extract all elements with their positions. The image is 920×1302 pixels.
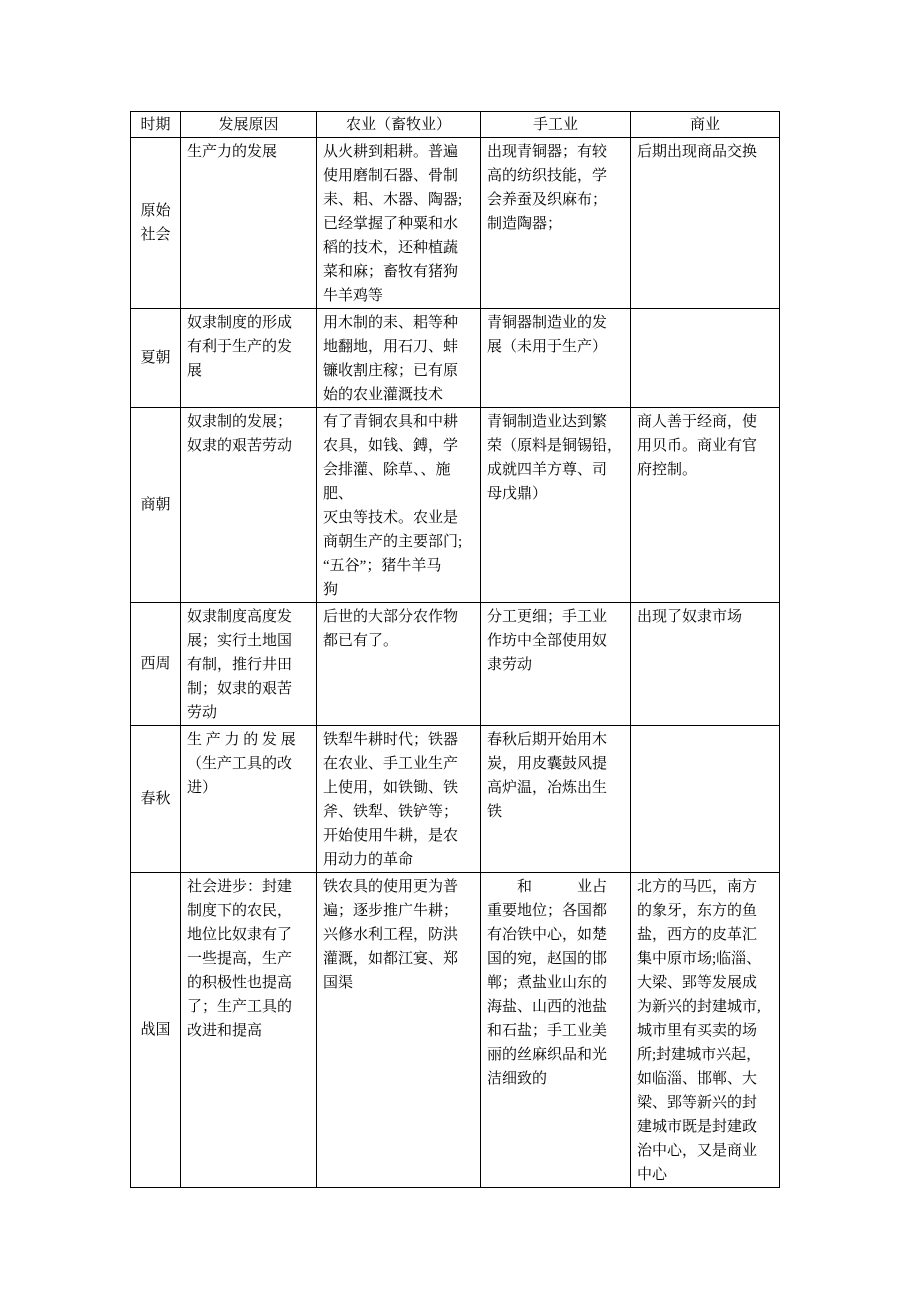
commerce-cell: 出现了奴隶市场 (631, 603, 780, 726)
period-cell: 夏朝 (131, 309, 181, 408)
period-cell: 原始 社会 (131, 138, 181, 309)
commerce-cell: 后期出现商品交换 (631, 138, 780, 309)
agriculture-cell: 用木制的耒、耜等种 地翻地，用石刀、蚌 镰收割庄稼；已有原 始的农业灌溉技术 (317, 309, 481, 408)
commerce-cell (631, 309, 780, 408)
period-cell: 春秋 (131, 726, 181, 873)
table-row (131, 873, 780, 1188)
handicraft-cell: 出现青铜器；有较 高的纺织技能，学 会养蚕及织麻布； 制造陶器； (481, 138, 631, 309)
period-cell: 战国 (131, 873, 181, 1188)
reason-cell: 生 产 力 的 发 展 （生产工具的改 进） (181, 726, 317, 873)
economy-history-table (130, 111, 780, 1188)
header-agriculture: 农业（畜牧业） (317, 112, 481, 138)
commerce-cell (631, 726, 780, 873)
table-row (131, 138, 780, 309)
header-commerce: 商业 (631, 112, 780, 138)
agriculture-cell: 铁农具的使用更为普 遍；逐步推广牛耕； 兴修水利工程，防洪 灌溉，如都江宴、郑 国渠 (317, 873, 481, 1188)
header-reason: 发展原因 (181, 112, 317, 138)
table-row (131, 603, 780, 726)
commerce-cell: 商人善于经商，使 用贝币。商业有官 府控制。 (631, 408, 780, 603)
handicraft-cell: 分工更细；手工业 作坊中全部使用奴 隶劳动 (481, 603, 631, 726)
table-row (131, 309, 780, 408)
agriculture-cell: 铁犁牛耕时代；铁器 在农业、手工业生产 上使用，如铁锄、铁 斧、铁犁、铁铲等； 开始使用牛耕，是农 用动力的革命 (317, 726, 481, 873)
table-row (131, 726, 780, 873)
agriculture-cell: 有了青铜农具和中耕 农具，如钱、鎛，学 会排灌、除草、、施肥、 灭虫等技术。农业是 商朝生产的主要部门; “五谷”；猪牛羊马 狗 (317, 408, 481, 603)
handicraft-cell: 春秋后期开始用木 炭，用皮囊鼓风提 高炉温，冶炼出生 铁 (481, 726, 631, 873)
reason-cell: 奴隶制的发展； 奴隶的艰苦劳动 (181, 408, 317, 603)
reason-cell: 生产力的发展 (181, 138, 317, 309)
handicraft-cell: 和 业占 重要地位；各国都 有冶铁中心，如楚 国的宛，赵国的邯 郸；煮盐业山东的 海盐、山西的池盐 和石盐；手工业美 丽的丝麻织品和光 洁细致的 (481, 873, 631, 1188)
reason-cell: 奴隶制度的形成 有利于生产的发 展 (181, 309, 317, 408)
header-handicraft: 手工业 (481, 112, 631, 138)
reason-cell: 社会进步：封建 制度下的农民， 地位比奴隶有了 一些提高，生产 的积极性也提高 了；生产工具的 改进和提高 (181, 873, 317, 1188)
period-cell: 西周 (131, 603, 181, 726)
commerce-cell: 北方的马匹，南方 的象牙，东方的鱼 盐，西方的皮革汇 集中原市场;临淄、 大梁、郢等发展成 为新兴的封建城市, 城市里有买卖的场 所;封建城市兴起， 如临淄、邯郸、大 梁、郢等新兴的封 建城市既是封建政 治中心，又是商业 中心 (631, 873, 780, 1188)
agriculture-cell: 后世的大部分农作物 都已有了。 (317, 603, 481, 726)
handicraft-cell: 青铜制造业达到繁 荣（原料是铜锡铅， 成就四羊方尊、司 母戊鼎） (481, 408, 631, 603)
period-cell: 商朝 (131, 408, 181, 603)
handicraft-cell: 青铜器制造业的发 展（未用于生产） (481, 309, 631, 408)
reason-cell: 奴隶制度高度发 展；实行土地国 有制，推行井田 制；奴隶的艰苦 劳动 (181, 603, 317, 726)
agriculture-cell: 从火耕到耜耕。普遍 使用磨制石器、骨制 耒、耜、木器、陶器; 已经掌握了种粟和水 稻的技术，还种植蔬 菜和麻；畜牧有猪狗 牛羊鸡等 (317, 138, 481, 309)
header-period: 时期 (131, 112, 181, 138)
table-header-row (131, 112, 780, 138)
table-row (131, 408, 780, 603)
